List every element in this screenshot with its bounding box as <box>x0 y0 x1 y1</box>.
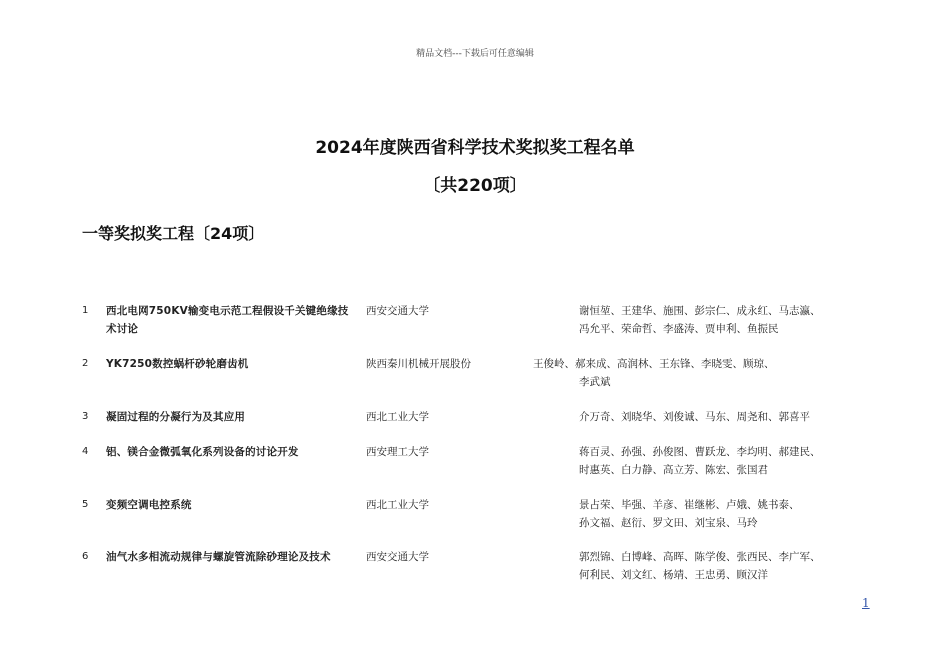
document-subtitle: 〔共220项〕 <box>423 176 527 196</box>
institution-name: 陕西秦川机械开展股份 <box>366 358 471 370</box>
member-line: 介万奇、刘晓华、刘俊诚、马东、周尧和、郭喜平 <box>579 411 810 423</box>
institution-name: 西安交通大学 <box>366 551 429 563</box>
project-name: 变频空调电控系统 <box>106 499 192 511</box>
member-list <box>579 496 879 532</box>
member-line: 蒋百灵、孙强、孙俊图、曹跃龙、李均明、郝建民、 <box>579 446 821 458</box>
row-number: 4 <box>82 446 89 457</box>
row-number: 5 <box>82 499 89 510</box>
member-line: 何利民、刘文红、杨靖、王忠勇、顾汉洋 <box>579 569 768 581</box>
member-list <box>533 355 879 391</box>
member-line: 郭烈锦、白博峰、高晖、陈学俊、张西民、李广军、 <box>579 551 821 563</box>
member-list <box>579 408 879 426</box>
institution-name: 西安理工大学 <box>366 446 429 458</box>
header-note: 精品文档---下载后可任意编辑 <box>416 49 534 59</box>
page-number-link[interactable]: 1 <box>862 596 870 610</box>
member-line: 王俊岭、郝来成、高润林、王东锋、李晓雯、顾琼、 <box>533 358 775 370</box>
project-name: 凝固过程的分凝行为及其应用 <box>106 411 246 423</box>
project-name: 西北电网750KV输变电示范工程假设千关键绝缘技术讨论 <box>106 305 349 335</box>
institution-name: 西北工业大学 <box>366 411 429 423</box>
member-list <box>579 302 879 338</box>
member-line: 李武斌 <box>579 376 611 388</box>
section-heading: 一等奖拟奖工程〔24项〕 <box>82 224 265 243</box>
row-number: 6 <box>82 551 89 562</box>
member-line: 孙文福、赵衍、罗文田、刘宝泉、马玲 <box>579 517 758 529</box>
document-title: 2024年度陕西省科学技术奖拟奖工程名单 <box>315 138 635 158</box>
member-line: 谢恒堃、王建华、施围、彭宗仁、成永红、马志瀛、 <box>579 305 821 317</box>
project-name: 油气水多相流动规律与螺旋管流除砂理论及技术 <box>106 551 331 563</box>
institution-name: 西安交通大学 <box>366 305 429 317</box>
member-line: 景占荣、毕强、羊彦、崔继彬、卢娥、姚书泰、 <box>579 499 800 511</box>
row-number: 1 <box>82 305 89 316</box>
project-name: 铝、镁合金微弧氧化系列设备的讨论开发 <box>106 446 299 458</box>
member-list <box>579 548 879 584</box>
member-line: 时惠英、白力静、高立芳、陈宏、张国君 <box>579 464 768 476</box>
institution-name: 西北工业大学 <box>366 499 429 511</box>
row-number: 2 <box>82 358 89 369</box>
project-name: YK7250数控蜗杆砂轮磨齿机 <box>106 358 249 370</box>
row-number: 3 <box>82 411 89 422</box>
member-list <box>579 443 879 479</box>
member-line: 冯允平、荣命哲、李盛涛、贾申利、鱼振民 <box>579 323 779 335</box>
